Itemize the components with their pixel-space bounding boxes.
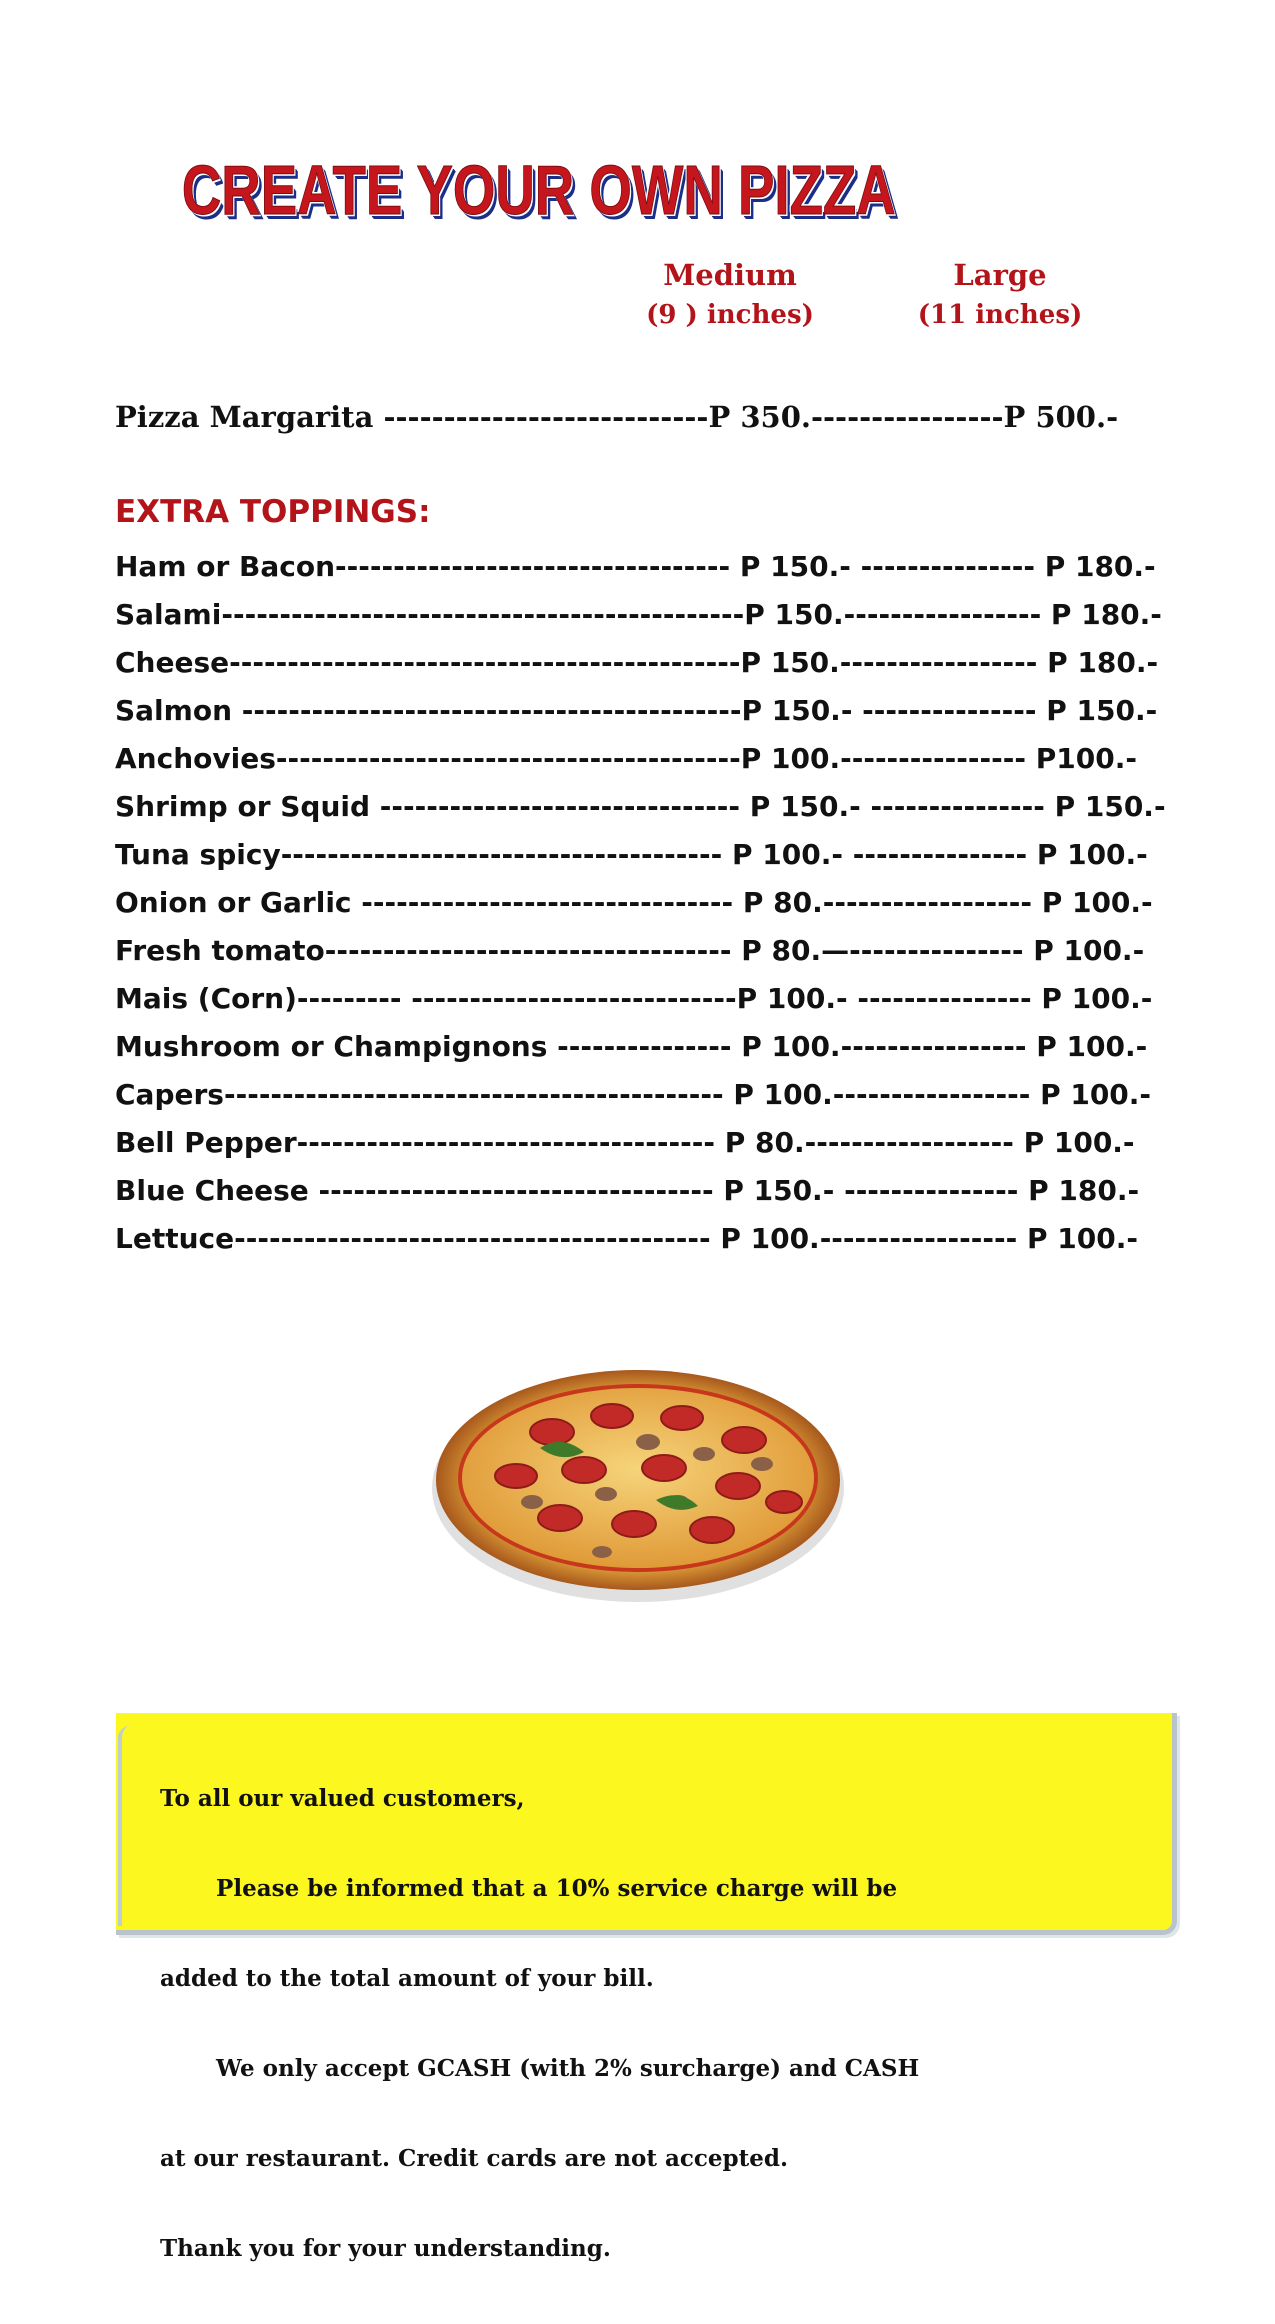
notice-line: To all our valued customers, — [160, 1785, 525, 1812]
topping-row: Tuna spicy-------------------------------------- P 100.- --------------- P 100.- — [115, 838, 1148, 871]
size-large-inches: (11 inches) — [917, 300, 1083, 330]
topping-row: Onion or Garlic -------------------------------- P 80.------------------ P 100.- — [115, 886, 1153, 919]
notice-line: We only accept GCASH (with 2% surcharge) and CASH — [160, 2055, 920, 2082]
size-medium-header — [630, 258, 830, 330]
topping-row: Mais (Corn)--------- ----------------------------P 100.- --------------- P 100.- — [115, 982, 1153, 1015]
page-title: CREATE YOUR OWN PIZZA — [181, 151, 896, 229]
notice-line: Please be informed that a 10% service charge will be — [160, 1875, 898, 1902]
notice-line: Thank you for your understanding. — [160, 2235, 611, 2262]
size-large-header — [890, 258, 1110, 330]
topping-row: Mushroom or Champignons --------------- P 100.---------------- P 100.- — [115, 1030, 1148, 1063]
topping-row: Ham or Bacon---------------------------------- P 150.- --------------- P 180.- — [115, 550, 1156, 583]
size-large-label: Large — [953, 258, 1047, 292]
topping-row: Salmon -------------------------------------------P 150.- --------------- P 150.- — [115, 694, 1158, 727]
size-medium-inches: (9 ) inches) — [646, 300, 814, 330]
topping-row: Anchovies----------------------------------------P 100.---------------- P100.- — [115, 742, 1137, 775]
size-medium-label: Medium — [663, 258, 797, 292]
topping-row: Salami---------------------------------------------P 150.----------------- P 180.- — [115, 598, 1162, 631]
topping-row: Bell Pepper------------------------------------ P 80.------------------ P 100.- — [115, 1126, 1135, 1159]
pizza-margarita-row: Pizza Margarita ---------------------------P 350.----------------P 500.- — [115, 400, 1119, 434]
topping-row: Fresh tomato----------------------------------- P 80.—--------------- P 100.- — [115, 934, 1145, 967]
notice-line: added to the total amount of your bill. — [160, 1965, 654, 1992]
notice-curl-decoration — [118, 1726, 146, 1926]
topping-row: Capers------------------------------------------- P 100.----------------- P 100.- — [115, 1078, 1152, 1111]
notice-line: at our restaurant. Credit cards are not accepted. — [160, 2145, 788, 2172]
notice-text — [160, 1724, 1160, 2324]
topping-row: Blue Cheese ---------------------------------- P 150.- --------------- P 180.- — [115, 1174, 1140, 1207]
pizza-illustration — [412, 1352, 864, 1614]
pizza-image — [412, 1352, 864, 1614]
topping-row: Cheese--------------------------------------------P 150.----------------- P 180.- — [115, 646, 1159, 679]
topping-row: Shrimp or Squid ------------------------------- P 150.- --------------- P 150.- — [115, 790, 1166, 823]
topping-row: Lettuce----------------------------------------- P 100.----------------- P 100.- — [115, 1222, 1138, 1255]
extra-toppings-title: EXTRA TOPPINGS: — [115, 494, 431, 530]
